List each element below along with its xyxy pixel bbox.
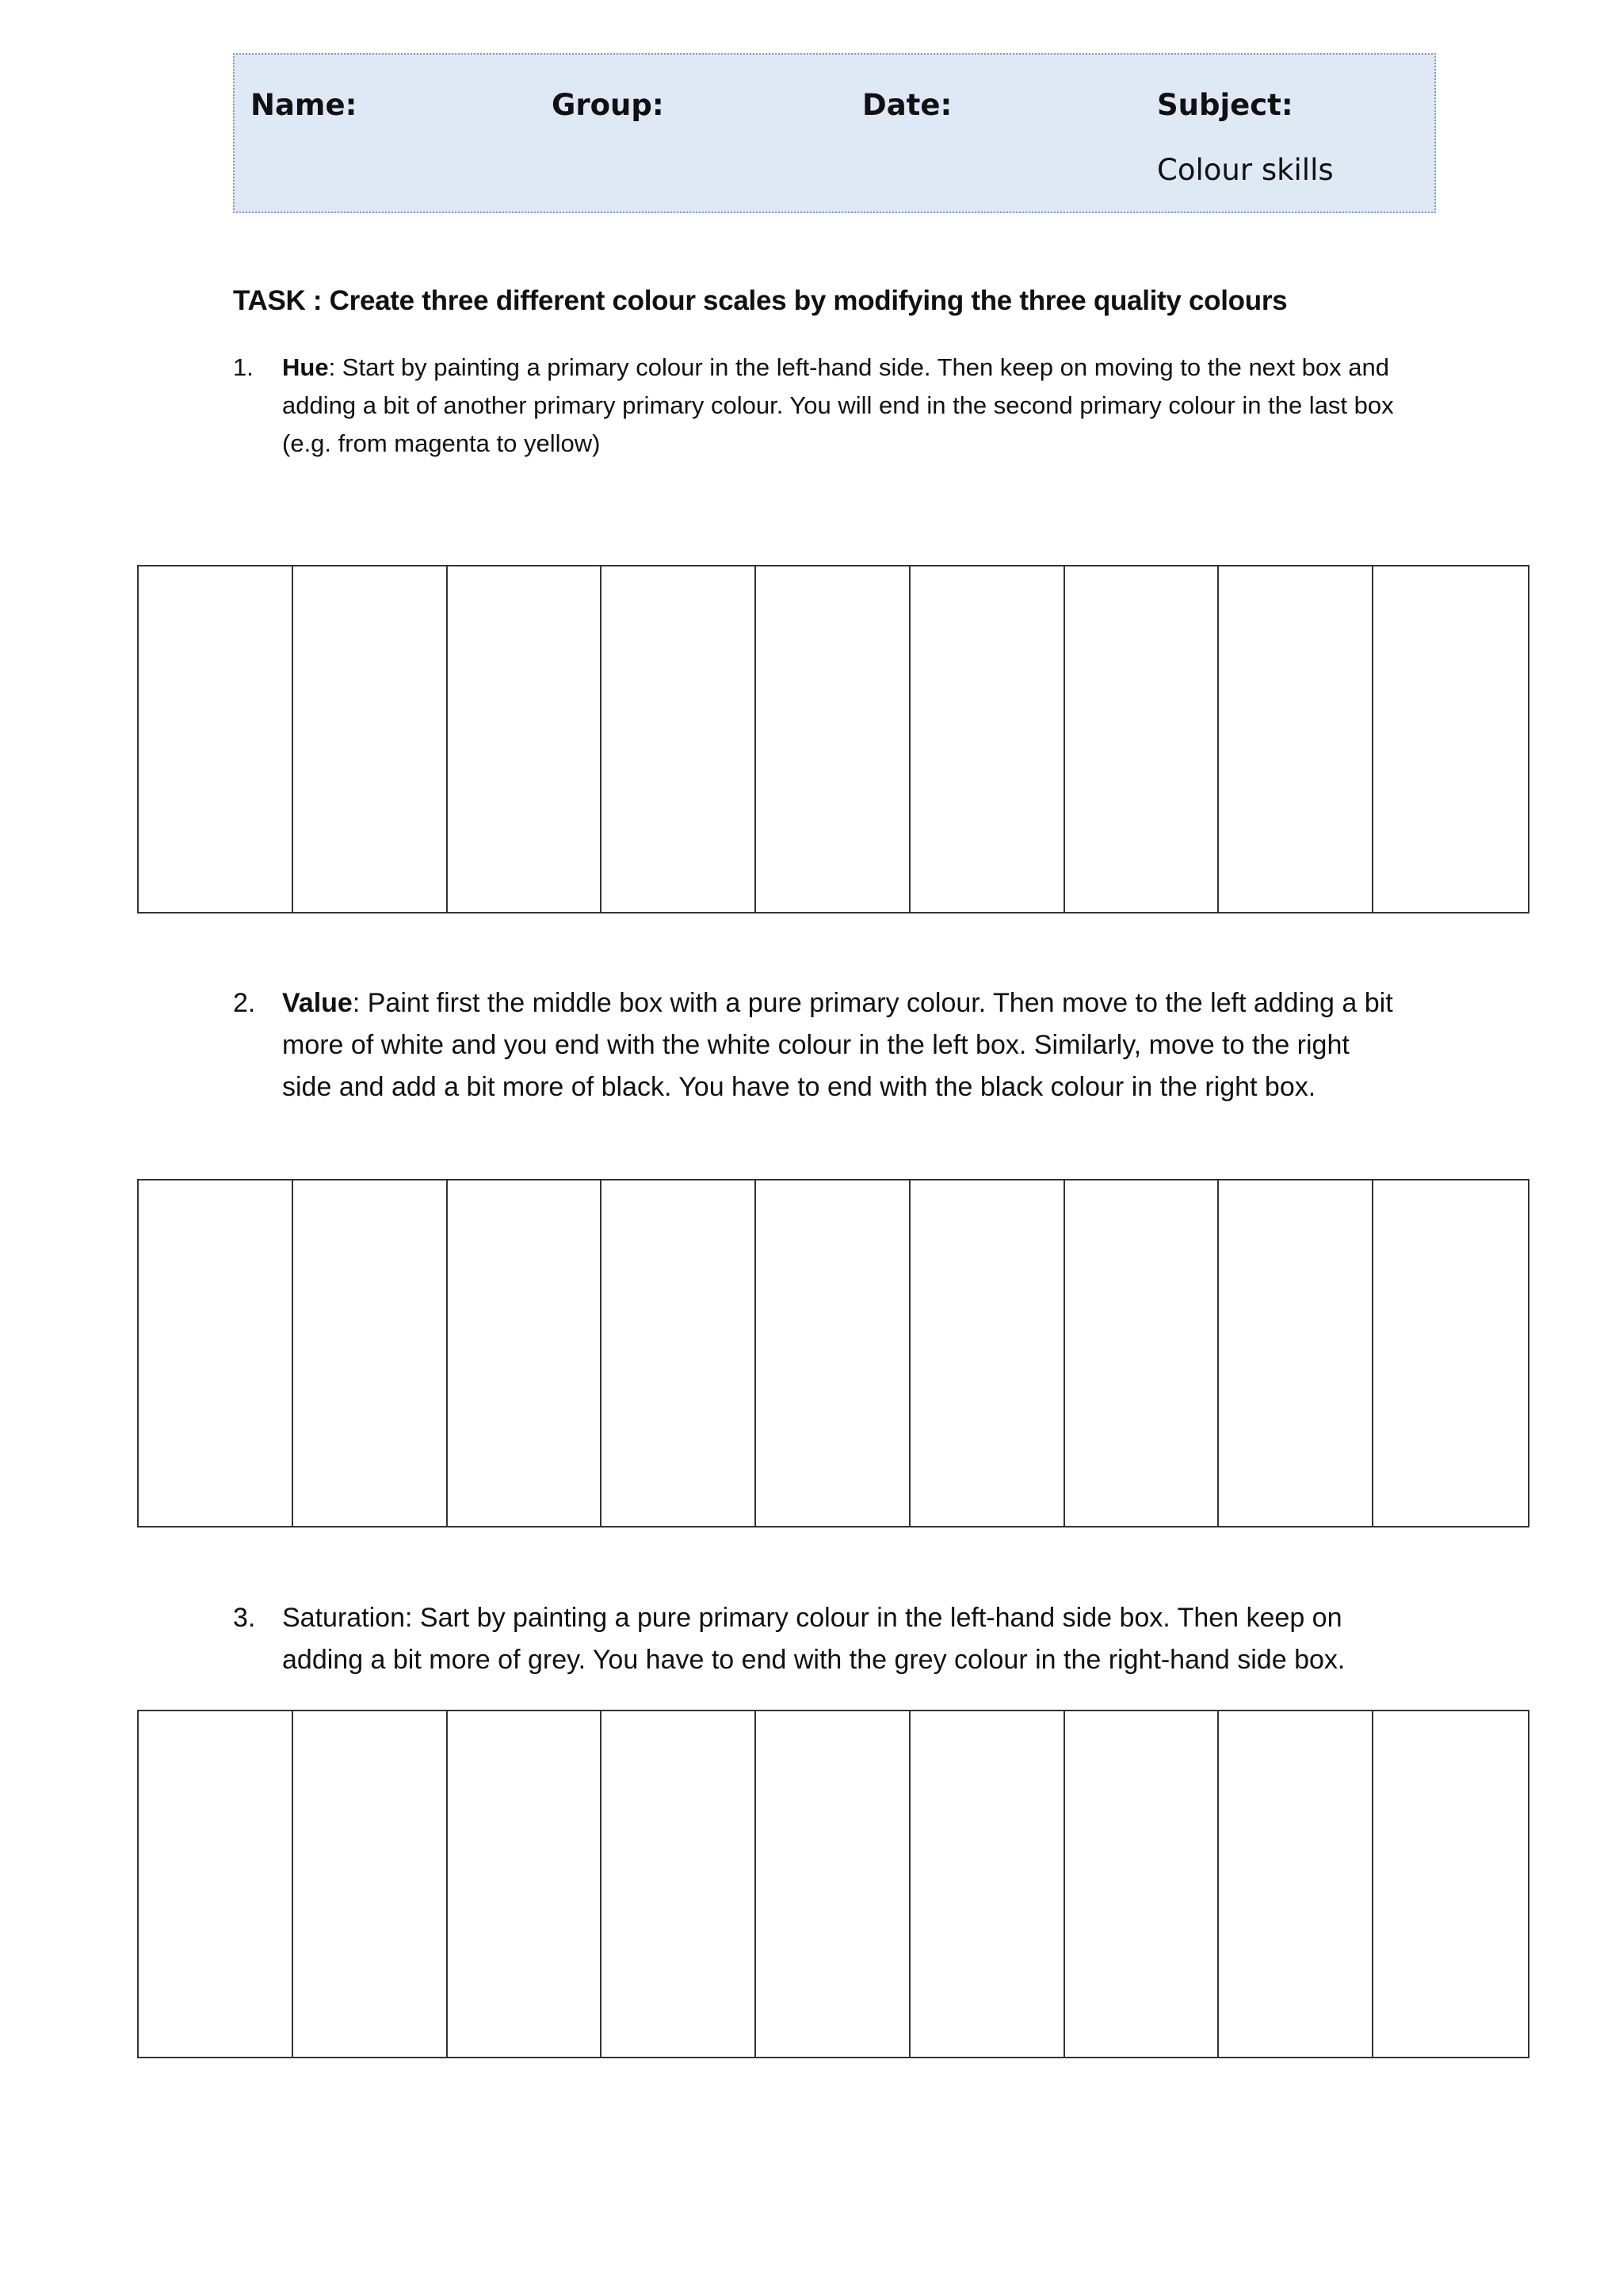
hue-box[interactable] <box>1065 566 1220 912</box>
group-label: Group: <box>552 88 664 122</box>
saturation-box[interactable] <box>601 1711 756 2057</box>
date-label: Date: <box>862 88 953 122</box>
hue-box[interactable] <box>911 566 1065 912</box>
value-box[interactable] <box>1373 1180 1528 1526</box>
instruction-hue <box>233 349 1406 463</box>
hue-box[interactable] <box>139 566 293 912</box>
saturation-box[interactable] <box>756 1711 911 2057</box>
saturation-text: Saturation: Sart by painting a pure primary colour in the left-hand side box. Then keep on adding a bit more of grey. You have to end with the grey colour in the right-hand side box. <box>282 1603 1346 1675</box>
value-box[interactable] <box>601 1180 756 1526</box>
value-box[interactable] <box>1219 1180 1373 1526</box>
value-scale-grid <box>137 1179 1529 1527</box>
item-number: 2. <box>233 988 256 1018</box>
saturation-box[interactable] <box>293 1711 448 2057</box>
instruction-value <box>233 982 1406 1108</box>
subject-label: Subject: <box>1157 88 1293 122</box>
saturation-box[interactable] <box>1373 1711 1528 2057</box>
hue-box[interactable] <box>448 566 602 912</box>
hue-box[interactable] <box>1373 566 1528 912</box>
instruction-saturation <box>233 1597 1406 1681</box>
value-box[interactable] <box>448 1180 602 1526</box>
saturation-box[interactable] <box>1065 1711 1220 2057</box>
item-number: 3. <box>233 1603 256 1633</box>
value-box[interactable] <box>911 1180 1065 1526</box>
subject-value: Colour skills <box>1157 153 1334 187</box>
hue-scale-grid <box>137 565 1529 913</box>
value-box[interactable] <box>139 1180 293 1526</box>
term-value: Value <box>282 988 353 1018</box>
hue-box[interactable] <box>756 566 911 912</box>
hue-box[interactable] <box>1219 566 1373 912</box>
hue-box[interactable] <box>601 566 756 912</box>
instruction-text <box>282 982 1406 1108</box>
student-info-header <box>233 53 1436 213</box>
saturation-box[interactable] <box>139 1711 293 2057</box>
term-hue: Hue <box>282 353 329 381</box>
saturation-scale-grid <box>137 1710 1529 2058</box>
hue-text: : Start by painting a primary colour in the left-hand side. Then keep on moving to the next box and adding a bit of another primary primary colour. You will end in the second primary colour in the last box (e.g. from magenta to yellow) <box>282 353 1394 457</box>
hue-box[interactable] <box>293 566 448 912</box>
saturation-box[interactable] <box>911 1711 1065 2057</box>
value-box[interactable] <box>1065 1180 1220 1526</box>
task-title: TASK : Create three different colour scales by modifying the three quality colours <box>233 285 1288 316</box>
value-box[interactable] <box>293 1180 448 1526</box>
saturation-box[interactable] <box>1219 1711 1373 2057</box>
value-box[interactable] <box>756 1180 911 1526</box>
value-text: : Paint first the middle box with a pure primary colour. Then move to the left adding a bit more of white and you end with the white colour in the left box. Similarly, move to the right side and add a bit more of black. You have to end with the black colour in the right box. <box>282 988 1393 1102</box>
name-label: Name: <box>250 88 357 122</box>
instruction-text <box>282 349 1406 463</box>
item-number: 1. <box>233 353 254 381</box>
saturation-box[interactable] <box>448 1711 602 2057</box>
